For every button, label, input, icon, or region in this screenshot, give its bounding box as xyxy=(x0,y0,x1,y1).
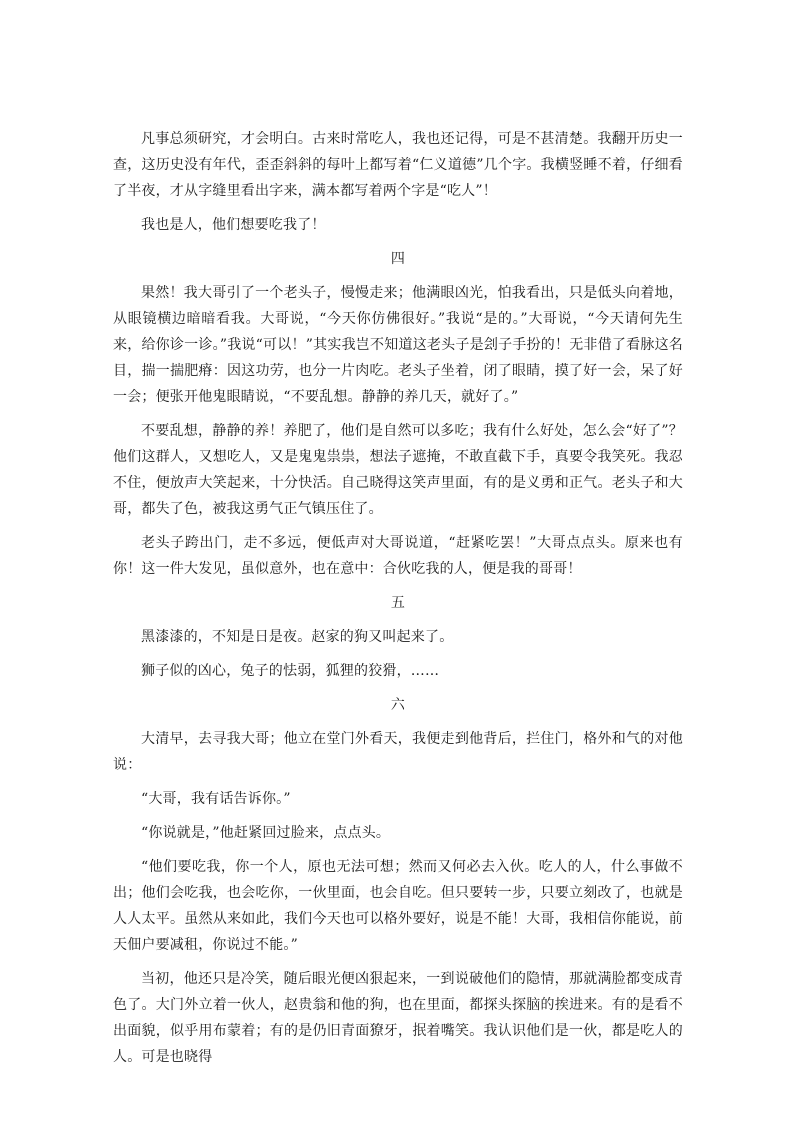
paragraph-7: 狮子似的凶心，兔子的怯弱，狐狸的狡猾，…… xyxy=(141,663,440,679)
section-heading-6: 六 xyxy=(390,697,406,713)
paragraph-4: 不要乱想，静静的养！养肥了，他们是自然可以多吃；我有什么好处，怎么会“好了”？他们这群人，又想吃人，又是鬼鬼祟祟，想法子遮掩，不敢直截下手，真要令我笑死。我忍不住，便放声大笑起来，十分快活。自己晓得这笑声里面，有的是义勇和正气。老头子和大哥，都失了色，被我这勇气正气镇压住了。 xyxy=(113,423,683,517)
paragraph-8: 大清早，去寻我大哥；他立在堂门外看天，我便走到他背后，拦住门，格外和气的对他说： xyxy=(113,731,683,773)
paragraph-11: “他们要吃我，你一个人，原也无法可想；然而又何必去入伙。吃人的人，什么事做不出；他们会吃我，也会吃你，一伙里面，也会自吃。但只要转一步，只要立刻改了，也就是人人太平。虽然从来如此，我们今天也可以格外要好，说是不能！大哥，我相信你能说，前天佃户要减租，你说过不能。” xyxy=(113,859,683,953)
document-body xyxy=(113,126,683,1078)
paragraph-9: “大哥，我有话告诉你。” xyxy=(141,791,291,807)
paragraph-3: 果然！我大哥引了一个老头子，慢慢走来；他满眼凶光，怕我看出，只是低头向着地，从眼镜横边暗暗看我。大哥说，“今天你仿佛很好。”我说“是的。”大哥说，“今天请何先生来，给你诊一诊。”我说“可以！”其实我岂不知道这老头子是刽子手扮的！无非借了看脉这名目，揣一揣肥瘠：因这功劳，也分一片肉吃。老头子坐着，闭了眼睛，摸了好一会，呆了好一会；便张开他鬼眼睛说，“不要乱想。静静的养几天，就好了。” xyxy=(113,285,683,405)
paragraph-6: 黑漆漆的，不知是日是夜。赵家的狗又叫起来了。 xyxy=(141,629,454,645)
paragraph-12: 当初，他还只是冷笑，随后眼光便凶狠起来，一到说破他们的隐情，那就满脸都变成青色了。大门外立着一伙人，赵贵翁和他的狗，也在里面，都探头探脑的挨进来。有的是看不出面貌，似乎用布蒙着；有的是仍旧青面獠牙，抿着嘴笑。我认识他们是一伙，都是吃人的人。可是也晓得 xyxy=(113,971,683,1065)
section-heading-4: 四 xyxy=(390,251,406,267)
paragraph-2: 我也是人，他们想要吃我了！ xyxy=(141,217,326,233)
paragraph-1: 凡事总须研究，才会明白。古来时常吃人，我也还记得，可是不甚清楚。我翻开历史一查，这历史没有年代，歪歪斜斜的每叶上都写着“仁义道德”几个字。我横竖睡不着，仔细看了半夜，才从字缝里看出字来，满本都写着两个字是“吃人”！ xyxy=(113,131,683,199)
section-heading-5: 五 xyxy=(390,595,406,611)
paragraph-10: “你说就是，”他赶紧回过脸来，点点头。 xyxy=(141,825,391,841)
paragraph-5: 老头子跨出门，走不多远，便低声对大哥说道，“赶紧吃罢！”大哥点点头。原来也有你！这一件大发见，虽似意外，也在意中：合伙吃我的人，便是我的哥哥！ xyxy=(113,535,683,577)
